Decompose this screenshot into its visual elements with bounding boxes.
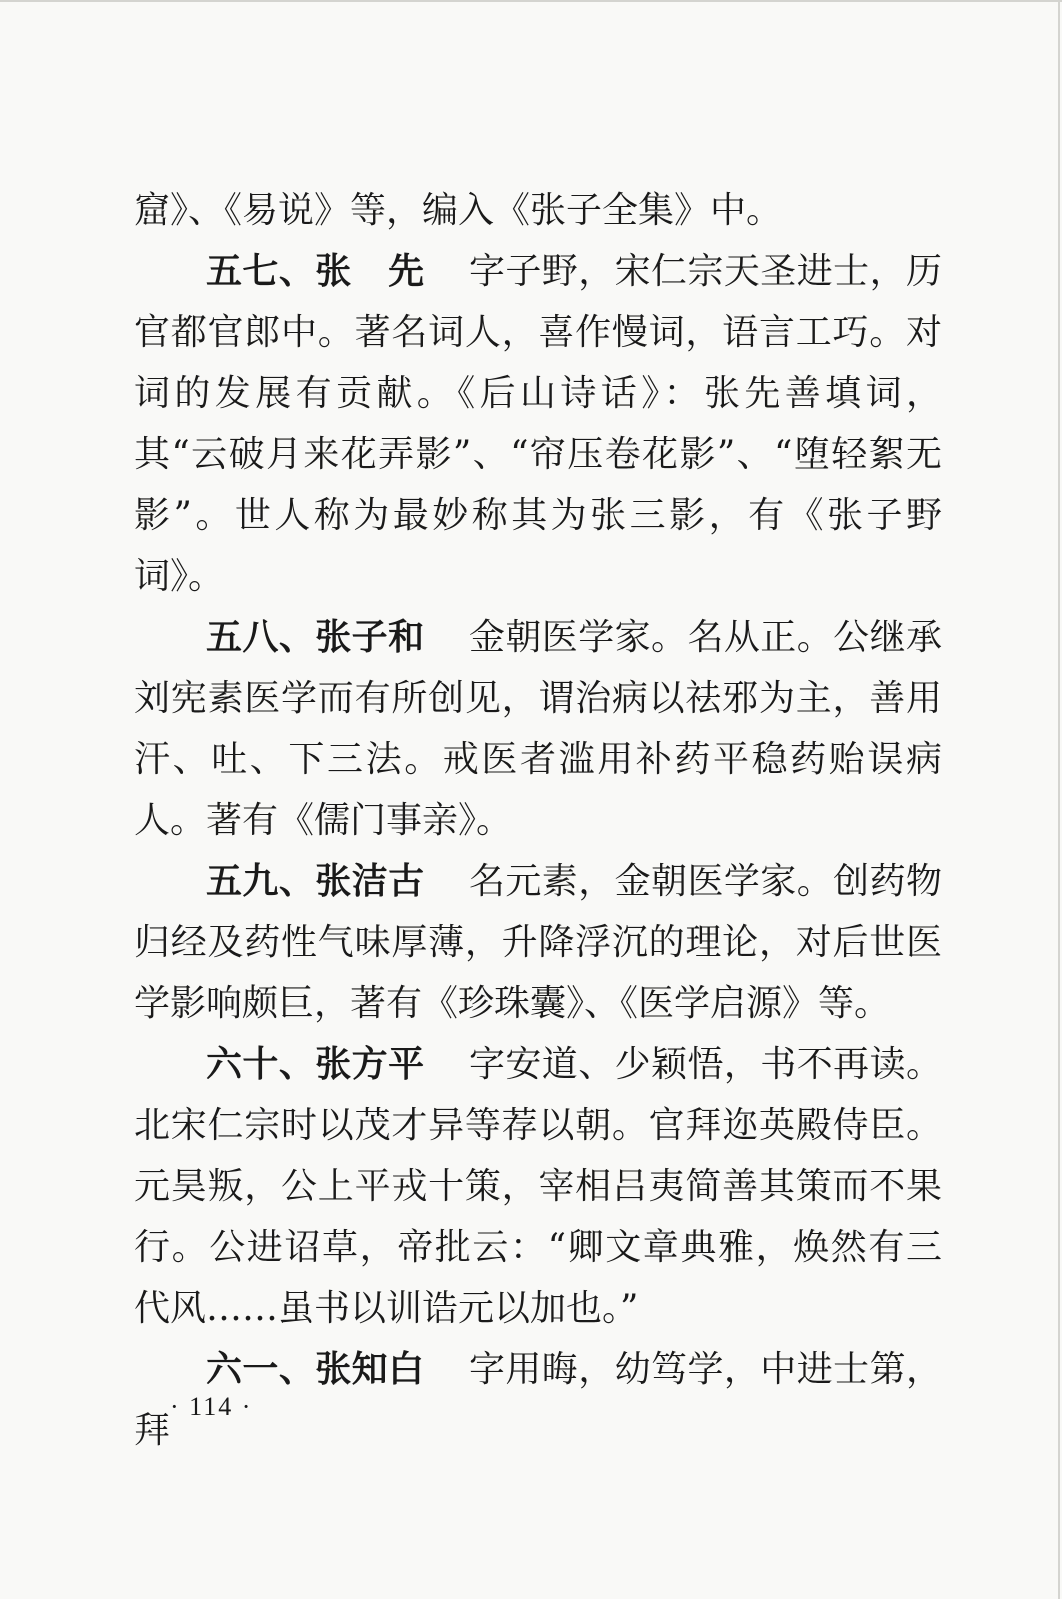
entry-body: 字安道、少颖悟，书不再读。北宋仁宗时以茂才异等荐以朝。官拜迩英殿侍臣。元昊叛，公上平戎十策，宰相吕夷简善其策而不果行。公进诏草，帝批云：“卿文章典雅，焕然有三代风……虽书以训诰元以加也。” — [134, 1044, 942, 1329]
entry-body: 金朝医学家。名从正。公继承刘宪素医学而有所创见，谓治病以祛邪为主，善用汗、吐、下三法。戒医者滥用补药平稳药贻误病人。著有《儒门事亲》。 — [134, 617, 942, 841]
entry-zhang-xian — [134, 241, 942, 607]
paragraph-body: 窟》、《易说》等，编入《张子全集》中。 — [134, 190, 783, 231]
entry-zhang-fangping — [134, 1034, 942, 1339]
entry-zhang-zhibai — [134, 1339, 942, 1461]
continued-paragraph — [134, 180, 942, 241]
entry-heading: 六一、张知白 — [206, 1349, 425, 1390]
page-number: · 114 · — [170, 1392, 253, 1421]
entry-zhang-jiegu — [134, 851, 942, 1034]
entry-body: 字用晦，幼笃学，中进士第，拜 — [134, 1349, 942, 1451]
entry-heading: 五八、张子和 — [206, 617, 425, 658]
entry-heading: 六十、张方平 — [206, 1044, 425, 1085]
entry-body: 字子野，宋仁宗天圣进士，历官都官郎中。著名词人，喜作慢词，语言工巧。对词的发展有贡献。《后山诗话》：张先善填词，其“云破月来花弄影”、“帘压卷花影”、“堕轻絮无影”。世人称为最妙称其为张三影，有《张子野词》。 — [134, 251, 942, 597]
body-text — [134, 180, 942, 1461]
page-edge-right — [1058, 0, 1060, 1599]
page-edge-top — [0, 0, 1062, 2]
entry-heading: 五九、张洁古 — [206, 861, 425, 902]
entry-body: 名元素，金朝医学家。创药物归经及药性气味厚薄，升降浮沉的理论，对后世医学影响颇巨，著有《珍珠囊》、《医学启源》等。 — [134, 861, 942, 1024]
entry-heading: 五七、张 先 — [206, 251, 425, 292]
entry-zhang-zihe — [134, 607, 942, 851]
